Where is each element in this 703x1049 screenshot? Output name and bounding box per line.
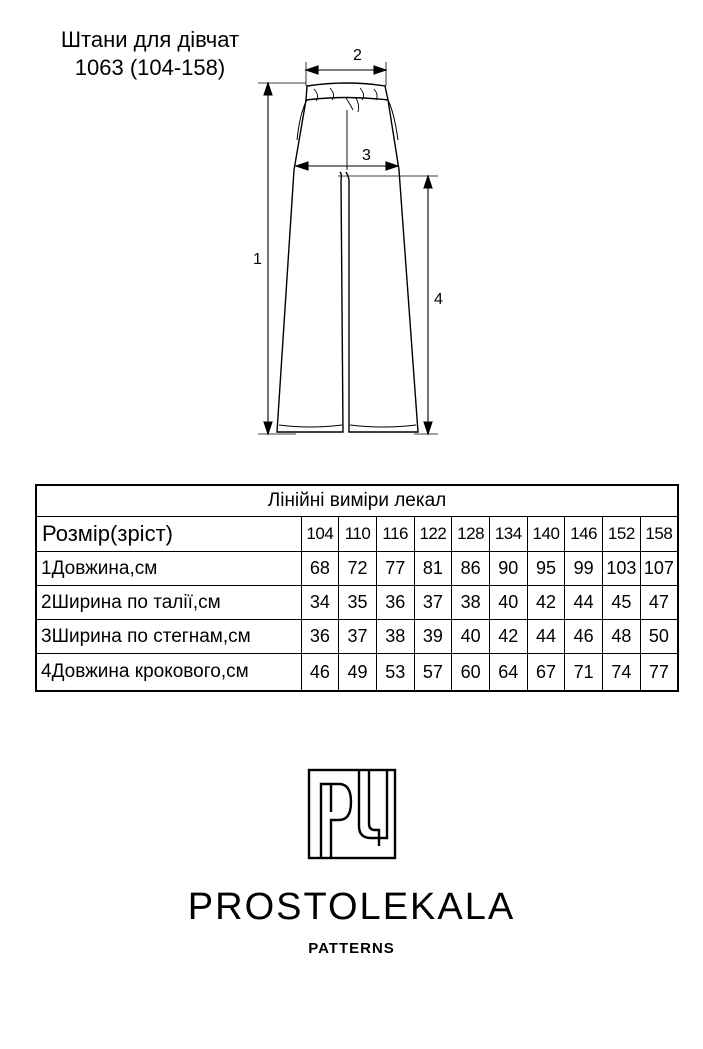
value-cell: 46 [301,654,339,692]
right-leg-outline [346,100,418,432]
brand-name: PROSTOLEKALA [187,886,516,928]
value-cell: 72 [339,552,377,586]
value-cell: 53 [376,654,414,692]
value-cell: 107 [640,552,678,586]
value-cell: 38 [452,586,490,620]
size-cell: 116 [376,517,414,552]
brand-logo [0,768,703,957]
value-cell: 37 [339,620,377,654]
brand-subtitle: PATTERNS [308,940,395,957]
value-cell: 46 [565,620,603,654]
size-cell: 104 [301,517,339,552]
value-cell: 35 [339,586,377,620]
table-caption: Лінійні виміри лекал [36,485,678,517]
measurements-table [35,484,679,692]
value-cell: 40 [452,620,490,654]
row-label: 2Ширина по талії,см [36,586,301,620]
value-cell: 99 [565,552,603,586]
pl-monogram-icon [307,768,397,860]
value-cell: 57 [414,654,452,692]
table-row [36,552,678,586]
row-label: 3Ширина по стегнам,см [36,620,301,654]
value-cell: 77 [640,654,678,692]
value-cell: 68 [301,552,339,586]
value-cell: 36 [376,586,414,620]
row-label: 1Довжина,см [36,552,301,586]
value-cell: 38 [376,620,414,654]
value-cell: 37 [414,586,452,620]
value-cell: 60 [452,654,490,692]
value-cell: 47 [640,586,678,620]
value-cell: 95 [527,552,565,586]
value-cell: 71 [565,654,603,692]
dimension-1-length [258,83,306,434]
table-row [36,586,678,620]
value-cell: 48 [603,620,641,654]
value-cell: 45 [603,586,641,620]
size-cell: 140 [527,517,565,552]
value-cell: 40 [489,586,527,620]
size-cell: 134 [489,517,527,552]
dimension-label-2: 2 [353,47,362,64]
value-cell: 34 [301,586,339,620]
value-cell: 86 [452,552,490,586]
size-cell: 110 [339,517,377,552]
dimension-label-1: 1 [253,251,262,268]
value-cell: 42 [489,620,527,654]
title-line-1: Штани для дівчат [60,27,240,52]
left-leg-outline [277,100,343,432]
size-cell: 158 [640,517,678,552]
value-cell: 77 [376,552,414,586]
value-cell: 50 [640,620,678,654]
size-cell: 152 [603,517,641,552]
table-row [36,654,678,692]
size-header-row [36,517,678,552]
dimension-4-inseam [338,176,438,434]
dimension-label-3: 3 [362,147,371,164]
size-cell: 128 [452,517,490,552]
title-line-2: 1063 (104-158) [74,55,226,80]
size-label: Розмір(зріст) [36,517,301,552]
trousers-diagram [0,0,703,470]
row-label: 4Довжина крокового,см [36,654,301,692]
value-cell: 90 [489,552,527,586]
value-cell: 42 [527,586,565,620]
value-cell: 103 [603,552,641,586]
value-cell: 44 [527,620,565,654]
size-cell: 122 [414,517,452,552]
value-cell: 74 [603,654,641,692]
dimension-label-4: 4 [434,291,443,308]
value-cell: 49 [339,654,377,692]
size-cell: 146 [565,517,603,552]
value-cell: 39 [414,620,452,654]
value-cell: 44 [565,586,603,620]
value-cell: 36 [301,620,339,654]
value-cell: 64 [489,654,527,692]
table-row [36,620,678,654]
value-cell: 67 [527,654,565,692]
value-cell: 81 [414,552,452,586]
